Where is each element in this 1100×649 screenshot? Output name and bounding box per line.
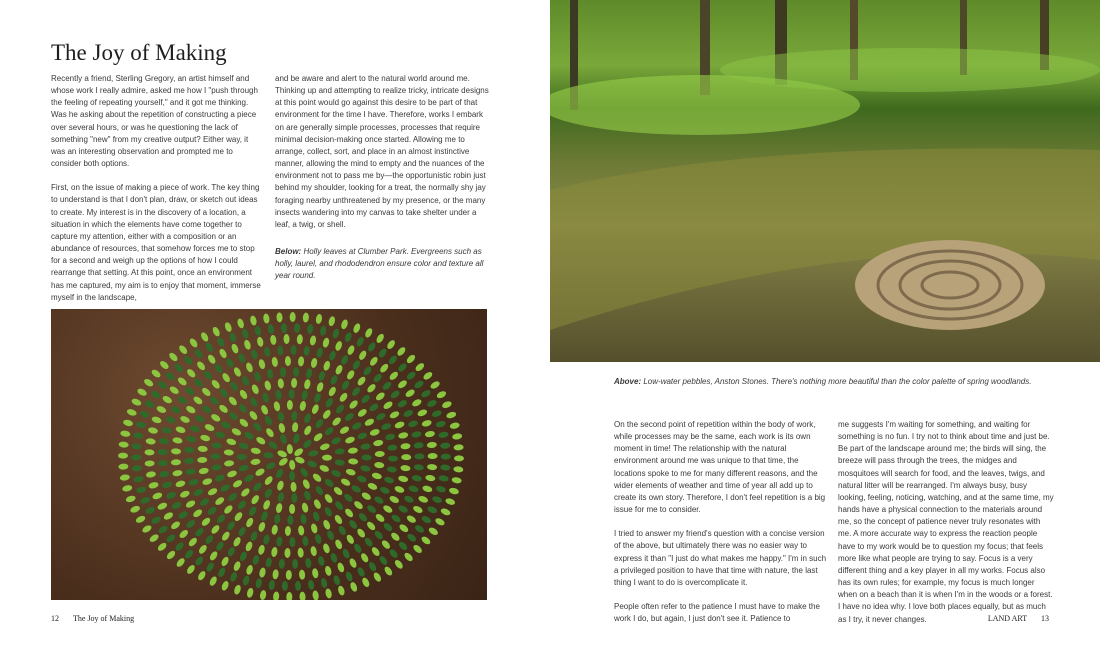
left-column-2 (275, 73, 490, 243)
left-column-1 (51, 73, 264, 316)
caption-text: Low-water pebbles, Anston Stones. There's nothing more beautiful than the color palette of spring woodlands. (641, 377, 1032, 386)
paragraph: People often refer to the patience I must have to make the work I do, but again, I just don't see it. Patience to (614, 602, 820, 624)
paragraph: First, on the issue of making a piece of work. The key thing to understand is that I don't plan, draw, or sketch out ideas to create. My interest is in the discovery of a location, a situation in which the elements have come together to capture my attention, either with a composition or an abundance of resources, that somehow forces me to stop for a second and weigh up the options of how I could rearrange that setting. At this point, once an environment has me captured, my aim is to enjoy that moment, immerse myself in the landscape, (51, 183, 261, 302)
woodland-image (550, 0, 1100, 362)
caption-above (614, 376, 1074, 388)
paragraph: I tried to answer my friend's question with a concise version of the above, but ultimately there was no easier way to express it than "I just do what makes me happy." I'm in such a privileged position to have that time with nature, the last thing I want to do is overcomplicate it. (614, 529, 827, 587)
photo-woodland-stream (550, 0, 1100, 362)
running-head: The Joy of Making (73, 614, 135, 623)
page-number: 12 (51, 614, 59, 623)
caption-label: Below: (275, 247, 302, 256)
caption-below (275, 246, 487, 282)
page-number: 13 (1041, 614, 1049, 623)
paragraph: me suggests I'm waiting for something, and waiting for something is no fun. I try not to think about time and just be. Be part of the landscape around me; the birds will sing, the breeze will pass through the trees, the midges and mosquitoes will search for food, and the leaves, twigs, and natural litter will be rearranged. I'm always busy, busy looking, feeling, noticing, watching, and at the same time, my hands have a physical connection to the materials around me, so the concept of patience never truly resonates with me. A more accurate way to express the reaction people have to my work would be to question my focus; that feels more like what people are trying to say. Focus is a very different thing and a key player in all my works. Focus also has its own rules; for example, my focus is much longer when on a beach than it is when I'm in the woods or a forest. I have no idea why. I love both places equally, but as much as I try, it never changes. (838, 420, 1054, 624)
right-column-2 (838, 419, 1054, 638)
caption-label: Above: (614, 377, 642, 386)
running-head: LAND ART (987, 614, 1027, 623)
photo-holly-leaves (51, 309, 487, 600)
paragraph: and be aware and alert to the natural world around me. Thinking up and attempting to realize tricky, intricate designs at this point would go against this desire to be part of that environment for the time I have. Therefore, works I embark on are generally simple processes, processes that require minimal decision-making once started. Allowing me to arrange, collect, sort, and place in an almost instinctive manner, allowing the mind to empty and the nuances of the environment not to pass me by—the opportunistic robin just behind my shoulder, looking for a treat, the normally shy jay foraging nearby unthreatened by my presence, or the many insects wandering into my canvas to take shelter under a leaf, a twig, or shell. (275, 74, 489, 229)
left-footer (51, 614, 134, 623)
caption-text: Holly leaves at Clumber Park. Evergreens such as holly, laurel, and rhododendron ensure color and texture all year round. (275, 247, 484, 280)
holly-spiral-image (51, 309, 487, 600)
right-footer (988, 614, 1049, 623)
paragraph: Recently a friend, Sterling Gregory, an artist himself and whose work I really admire, asked me how I "push through the feeling of repeating yourself," and it got me thinking. Was he asking about the repetition of constructing a piece over several hours, or was he questioning the lack of something "new" from my creative output? Either way, it was an interesting observation and prompted me to consider both options. (51, 74, 258, 169)
right-column-1 (614, 419, 828, 637)
chapter-title: The Joy of Making (51, 40, 227, 65)
paragraph: On the second point of repetition within the body of work, while processes may be the same, each work is its own moment in time! The relationship with the natural environment around me was unique to that time, the locations spoke to me for many different reasons, and the wider elements of weather and time of year all add up to create its own story. Therefore, I don't feel repetition is a big issue for me to consider. (614, 420, 826, 515)
